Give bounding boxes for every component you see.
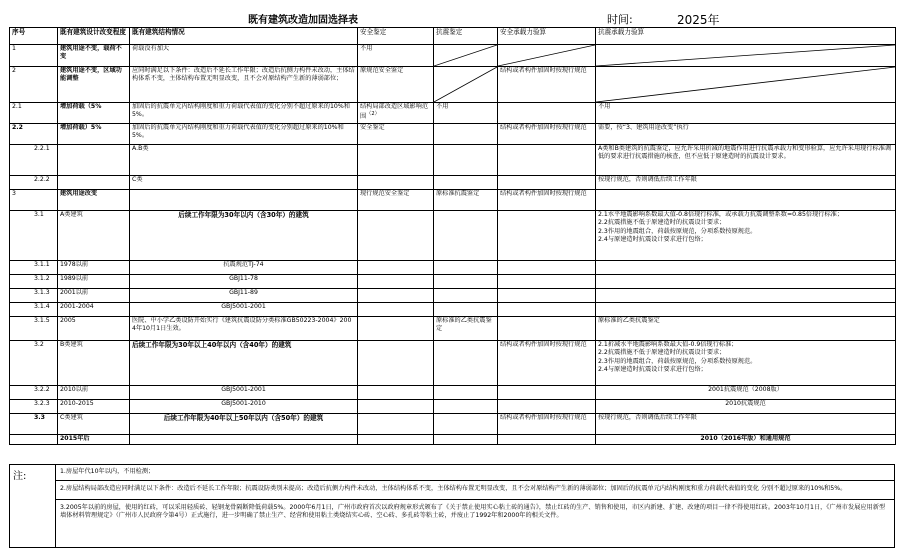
row-structure: GBJ11-78	[130, 275, 358, 289]
row-change: 建筑用途改变	[58, 190, 130, 211]
row-change: 建筑用途不变，区域功能调整	[58, 67, 130, 103]
row-change: 增加荷载）5%	[58, 124, 130, 145]
row-change: 1978以前	[58, 261, 130, 275]
row-seismic	[434, 176, 498, 190]
row-no: 3.1.3	[10, 289, 58, 303]
row-capacity: 结构或者构件加固时按现行规范	[498, 341, 596, 386]
table-row	[10, 275, 896, 289]
row-seismic-capacity: A类和B类建筑的抗震鉴定，应允许采用折减的地震作用进行抗震承载力和变形验算，应允许采用现行标准调低的要求进行抗震措施的核查，但不应低于原建造时的抗震设计要求。	[596, 145, 896, 176]
row-seismic-capacity: 需要，按“3、建筑用途改变”执行	[596, 124, 896, 145]
row-seismic-capacity: 不用	[596, 103, 896, 124]
row-structure: GBJ5001-2001	[130, 303, 358, 317]
row-change: 增加荷载（5%	[58, 103, 130, 124]
row-no: 3.3	[10, 414, 58, 435]
row-change: 2010-2015	[58, 400, 130, 414]
row-no: 3	[10, 190, 58, 211]
row-change	[58, 145, 130, 176]
row-structure: GBJ11-89	[130, 289, 358, 303]
table-row	[10, 145, 896, 176]
row-seismic: 原标准抗震鉴定	[434, 190, 498, 211]
row-safety	[358, 176, 434, 190]
row-seismic: 原标准的乙类抗震鉴定	[434, 317, 498, 341]
sheet-title: 既有建筑改造加固选择表	[248, 15, 358, 26]
row-capacity: 结构或者构件加固时按现行规范	[498, 124, 596, 145]
table-row	[10, 289, 896, 303]
notes-label: 注:	[13, 471, 27, 482]
row-seismic-capacity: 原标准的乙类抗震鉴定	[596, 317, 896, 341]
row-no: 2	[10, 67, 58, 103]
row-change: 2001以前	[58, 289, 130, 303]
row-safety: 不用	[358, 45, 434, 67]
header-seismic-capacity: 抗震承载力验算	[596, 28, 896, 45]
table-row	[10, 386, 896, 400]
table-row	[10, 303, 896, 317]
table-row	[10, 400, 896, 414]
row-change	[58, 176, 130, 190]
row-no: 2.1	[10, 103, 58, 124]
header-structure: 既有建筑结构情况	[130, 28, 358, 45]
row-structure: C类	[130, 176, 358, 190]
row-capacity	[498, 211, 596, 261]
row-safety	[358, 145, 434, 176]
row-structure: 应同时满足以下条件：改造后不延长工作年限；改造后抗侧力构件未改动，主体结构体系不变，主体结构布置无明显改变，且不会对原结构产生新的薄弱部位；	[130, 67, 358, 103]
row-no: 2.2.2	[10, 176, 58, 190]
row-safety	[358, 103, 434, 124]
row-change: 1989以前	[58, 275, 130, 289]
row-change: 2010以前	[58, 386, 130, 400]
row-seismic-capacity: 2010抗震规范	[596, 400, 896, 414]
row-seismic-capacity: 按现行规范，否则调低后续工作年限	[596, 414, 896, 435]
row-structure: 后续工作年限为30年以内（含30年）的建筑	[130, 211, 358, 261]
table-row	[10, 435, 896, 445]
row-no: 3.2.2	[10, 386, 58, 400]
row-no: 3.1.4	[10, 303, 58, 317]
row-no: 2.2	[10, 124, 58, 145]
row-change: B类建筑	[58, 341, 130, 386]
header-seismic: 抗震鉴定	[434, 28, 498, 45]
header-change: 既有建筑设计改变程度	[58, 28, 130, 45]
table-row	[10, 211, 896, 261]
row-structure: 医院、中小学乙类设防开始实行《建筑抗震设防分类标准GB50223-2004》2004年10月1日生效。	[130, 317, 358, 341]
row-seismic-capacity: 2001抗震规范（2008版）	[596, 386, 896, 400]
diagonal-cell	[434, 67, 498, 103]
row-seismic-capacity: 2.1折减水平地震影响系数最大值-0.9倍现行标准； 2.2抗震措施不低于原建造时的抗震设计要求； 2.3作用的地震组合，荷载按原规范，分项系数按原规范。 2.4与原建造时抗震设计要求进行包络；	[596, 341, 896, 386]
selection-table	[9, 27, 896, 445]
row-structure: GBJ5001-2001	[130, 386, 358, 400]
row-no: 3.1	[10, 211, 58, 261]
table-row	[10, 124, 896, 145]
table-row	[10, 414, 896, 435]
table-row	[10, 67, 896, 103]
row-capacity: 结构或者构件加固时按现行规范	[498, 190, 596, 211]
row-no: 3.1.1	[10, 261, 58, 275]
row-change: 2001-2004	[58, 303, 130, 317]
row-safety-text: 结构局部改造区域影响范围	[360, 103, 429, 121]
row-seismic-capacity: 2010（2016年版）和通用规范	[596, 435, 896, 445]
row-change: C类建筑	[58, 414, 130, 435]
row-capacity	[498, 145, 596, 176]
header-capacity: 安全承载力验算	[498, 28, 596, 45]
row-structure: 抗震规范TJ-74	[130, 261, 358, 275]
row-capacity: 结构或者构件加固时按现行规范	[498, 67, 596, 103]
row-no: 3.1.2	[10, 275, 58, 289]
row-structure: A.B类	[130, 145, 358, 176]
row-seismic	[434, 145, 498, 176]
row-capacity	[498, 103, 596, 124]
time-label: 时间:	[607, 13, 633, 26]
row-seismic	[434, 124, 498, 145]
diagonal-cell	[498, 45, 596, 67]
row-seismic-capacity	[596, 190, 896, 211]
time-value: 2025年	[677, 13, 720, 27]
row-seismic-capacity: 按现行规范，否则调低后续工作年限	[596, 176, 896, 190]
row-capacity	[498, 176, 596, 190]
row-no: 3.1.5	[10, 317, 58, 341]
note-item: 2.房屋结构局部改造应同时满足以下条件：改造后不延长工作年限；抗震设防类别未提高；改造后抗侧力构件未改动，主体结构体系不变，主体结构布置无明显改变，且不会对原结构产生新的薄弱部位；加固后的抗震单元内结构刚度和重力荷载代表值的变化 分别不超过原来的10%和5%。	[60, 485, 847, 492]
table-row	[10, 341, 896, 386]
diagonal-cell	[434, 45, 498, 67]
row-structure: 后续工作年限为30年以上40年以内（含40年）的建筑	[130, 341, 358, 386]
row-safety	[358, 211, 434, 261]
row-no: 3.2.3	[10, 400, 58, 414]
row-no: 2.2.1	[10, 145, 58, 176]
row-seismic: 不用	[434, 103, 498, 124]
row-structure: GBJ5001-2010	[130, 400, 358, 414]
header-no: 序号	[10, 28, 58, 45]
row-safety: 现行规范安全鉴定	[358, 190, 434, 211]
diagonal-cell	[596, 67, 896, 103]
row-safety: 安全鉴定	[358, 124, 434, 145]
note-item: 3.2005年以前的房屋，使用的红砖，可以采用轻质砖、轻钢龙骨隔断降低荷载5%。2000年6月1日，广州市政府首次以政府规章形式颁布了《关于禁止使用实心粘土砖的通告》，禁止红砖的生产、销售和使用，市区内新建、扩建、改建的项目一律不得使用红砖。2003年10月1日，《广州市发展应用新型墙体材料管理规定》（广州市人民政府令第4号）正式施行，进一步明确了禁止生产、经营和使用粘土类烧结实心砖、空心砖、多孔砖等粘土砖，并废止了1992年和2000年的相关文件。	[60, 504, 886, 520]
header-safety: 安全鉴定	[358, 28, 434, 45]
row-structure: 加固后的抗震单元内结构刚度和重力荷载代表值的变化分别超过原来的10%和5%。	[130, 124, 358, 145]
row-change: 2015年后	[58, 435, 130, 445]
table-row	[10, 317, 896, 341]
table-row	[10, 103, 896, 124]
row-seismic	[434, 211, 498, 261]
table-row	[10, 45, 896, 67]
row-change: 建筑用途不变，载荷不变	[58, 45, 130, 67]
header-row	[10, 28, 896, 45]
row-structure: 后续工作年限为40年以上50年以内（含50年）的建筑	[130, 414, 358, 435]
diagonal-cell	[596, 45, 896, 67]
row-structure: 加固后的抗震单元内结构刚度和重力荷载代表值的变化分别不超过原来的10%和5%。	[130, 103, 358, 124]
note-item: 1.房屋年代10年以内，不用检测；	[60, 468, 155, 475]
row-safety-sup: （2）	[366, 111, 380, 118]
row-change: A类建筑	[58, 211, 130, 261]
row-no: 1	[10, 45, 58, 67]
row-no: 3.2	[10, 341, 58, 386]
row-structure: 荷载没有加大	[130, 45, 358, 67]
table-row	[10, 261, 896, 275]
row-change: 2005	[58, 317, 130, 341]
row-capacity: 结构或者构件加固时按现行规范	[498, 414, 596, 435]
row-seismic-capacity: 2.1水平地震影响系数最大值-0.8倍现行标准，或承载力抗震调整系数=0.85倍现行标准； 2.2抗震措施不低于原建造时的抗震设计要求； 2.3作用的地震组合，荷载按原规范，分项系数按原规范。 2.4与原建造时抗震设计要求进行包络；	[596, 211, 896, 261]
row-safety: 原规范安全鉴定	[358, 67, 434, 103]
table-row	[10, 176, 896, 190]
row-structure	[130, 190, 358, 211]
table-row	[10, 190, 896, 211]
